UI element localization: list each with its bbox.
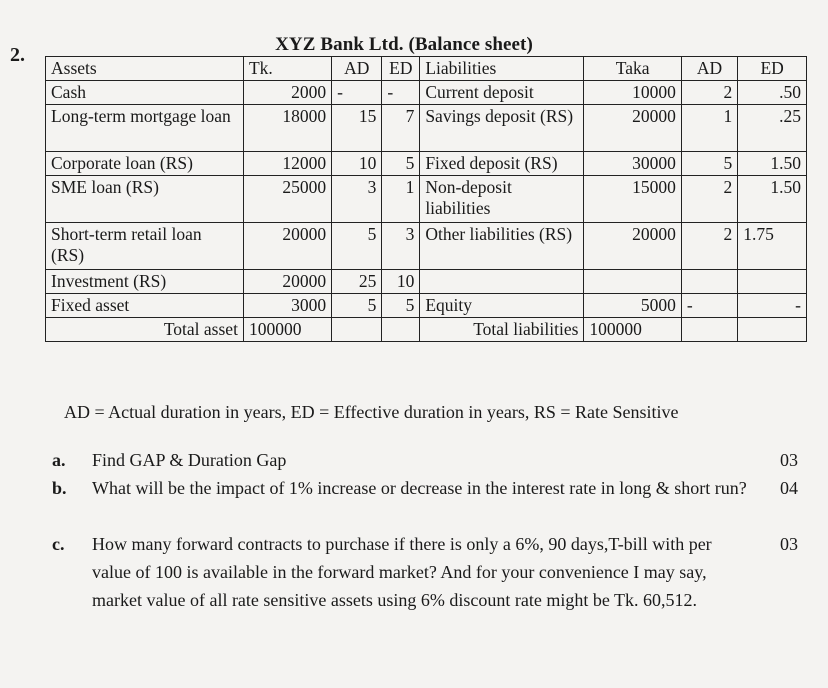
header-ad: AD — [332, 57, 382, 81]
liability-taka: 20000 — [584, 223, 681, 270]
total-asset-value: 100000 — [243, 318, 331, 342]
asset-ed: - — [382, 81, 420, 105]
question-number: 2. — [10, 44, 25, 66]
asset-ad: - — [332, 81, 382, 105]
table-row — [46, 176, 807, 223]
table-row — [46, 270, 807, 294]
asset-ed: 5 — [382, 294, 420, 318]
liability-ed: .50 — [738, 81, 807, 105]
asset-name: Cash — [46, 81, 244, 105]
asset-ad: 5 — [332, 223, 382, 270]
liability-taka: 5000 — [584, 294, 681, 318]
asset-ed: 3 — [382, 223, 420, 270]
balance-sheet-title: XYZ Bank Ltd. (Balance sheet) — [275, 34, 533, 55]
liability-ad: 5 — [681, 152, 737, 176]
liability-ed: 1.50 — [738, 152, 807, 176]
asset-ed: 7 — [382, 105, 420, 152]
liability-taka: 10000 — [584, 81, 681, 105]
table-row — [46, 152, 807, 176]
liability-taka: 20000 — [584, 105, 681, 152]
liability-ed: 1.75 — [738, 223, 807, 270]
question-text: What will be the impact of 1% increase or decrease in the interest rate in long & short run? — [92, 478, 747, 498]
table-header-row — [46, 57, 807, 81]
asset-ed: 1 — [382, 176, 420, 223]
asset-tk: 20000 — [243, 270, 331, 294]
liability-name: Fixed deposit (RS) — [420, 152, 584, 176]
liability-ad: - — [681, 294, 737, 318]
empty-cell — [382, 318, 420, 342]
header-ed: ED — [382, 57, 420, 81]
marks-c: 03 — [780, 534, 798, 554]
table-row — [46, 81, 807, 105]
asset-name: SME loan (RS) — [46, 176, 244, 223]
liability-name: Equity — [420, 294, 584, 318]
asset-ad: 25 — [332, 270, 382, 294]
total-asset-label: Total asset — [46, 318, 244, 342]
asset-tk: 3000 — [243, 294, 331, 318]
header-ed-liab: ED — [738, 57, 807, 81]
marks-b: 04 — [780, 478, 798, 498]
header-taka: Taka — [584, 57, 681, 81]
liability-taka — [584, 270, 681, 294]
balance-sheet-table — [45, 56, 807, 342]
header-tk: Tk. — [243, 57, 331, 81]
asset-name: Long-term mortgage loan — [46, 105, 244, 152]
marks-a: 03 — [780, 450, 798, 470]
empty-cell — [332, 318, 382, 342]
asset-ed: 10 — [382, 270, 420, 294]
liability-ed: .25 — [738, 105, 807, 152]
asset-name: Fixed asset — [46, 294, 244, 318]
header-liabilities: Liabilities — [420, 57, 584, 81]
asset-name: Investment (RS) — [46, 270, 244, 294]
table-row — [46, 294, 807, 318]
asset-ad: 15 — [332, 105, 382, 152]
asset-ed: 5 — [382, 152, 420, 176]
legend: AD = Actual duration in years, ED = Effective duration in years, RS = Rate Sensitive — [64, 402, 679, 422]
question-label: a. — [52, 450, 66, 470]
asset-tk: 25000 — [243, 176, 331, 223]
question-text: How many forward contracts to purchase if there is only a 6%, 90 days,T-bill with per value of 100 is available in the forward market? And for your convenience I may say, market value of all rate sensitive assets using 6% discount rate might be Tk. 60,512. — [92, 534, 712, 610]
liability-ed: - — [738, 294, 807, 318]
question-label: c. — [52, 534, 65, 554]
liability-name: Non-deposit liabilities — [420, 176, 584, 223]
table-row — [46, 223, 807, 270]
total-liabilities-label: Total liabilities — [420, 318, 584, 342]
asset-tk: 20000 — [243, 223, 331, 270]
asset-ad: 10 — [332, 152, 382, 176]
table-row — [46, 105, 807, 152]
page-title — [0, 34, 828, 56]
asset-tk: 2000 — [243, 81, 331, 105]
liability-ad — [681, 270, 737, 294]
header-ad-liab: AD — [681, 57, 737, 81]
liability-name: Current deposit — [420, 81, 584, 105]
liability-ad: 1 — [681, 105, 737, 152]
question-label: b. — [52, 478, 67, 498]
liability-ed — [738, 270, 807, 294]
liability-ad: 2 — [681, 223, 737, 270]
asset-name: Short-term retail loan (RS) — [46, 223, 244, 270]
liability-taka: 15000 — [584, 176, 681, 223]
question-text: Find GAP & Duration Gap — [92, 450, 287, 470]
liability-name — [420, 270, 584, 294]
empty-cell — [738, 318, 807, 342]
asset-name: Corporate loan (RS) — [46, 152, 244, 176]
liability-name: Other liabilities (RS) — [420, 223, 584, 270]
header-assets: Assets — [46, 57, 244, 81]
liability-taka: 30000 — [584, 152, 681, 176]
total-liabilities-value: 100000 — [584, 318, 681, 342]
liability-name: Savings deposit (RS) — [420, 105, 584, 152]
asset-tk: 18000 — [243, 105, 331, 152]
liability-ad: 2 — [681, 176, 737, 223]
liability-ad: 2 — [681, 81, 737, 105]
empty-cell — [681, 318, 737, 342]
asset-ad: 5 — [332, 294, 382, 318]
asset-ad: 3 — [332, 176, 382, 223]
liability-ed: 1.50 — [738, 176, 807, 223]
total-row — [46, 318, 807, 342]
asset-tk: 12000 — [243, 152, 331, 176]
